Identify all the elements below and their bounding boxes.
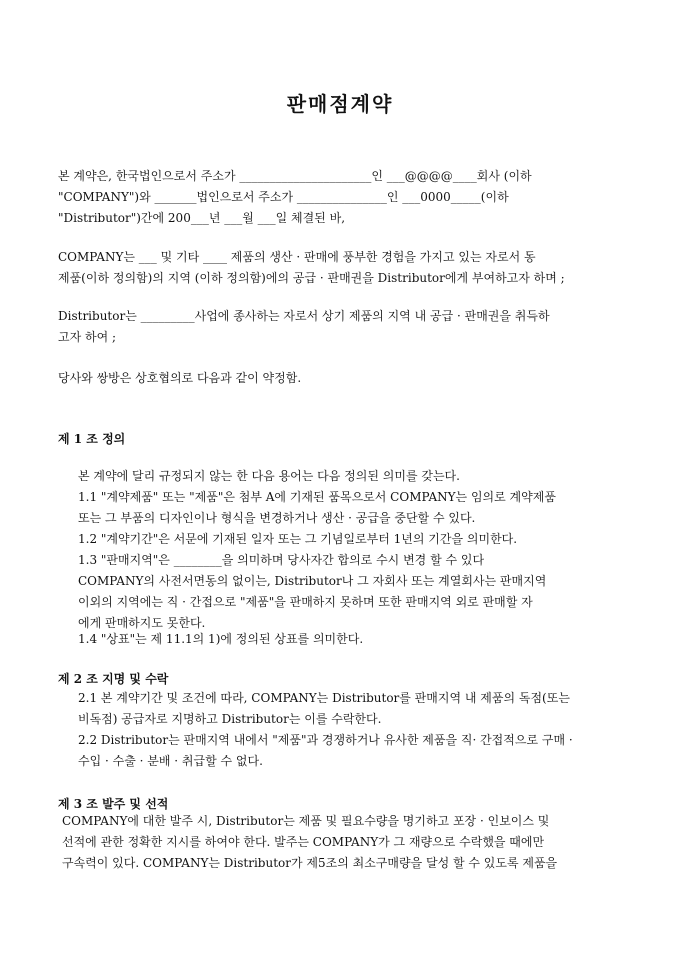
recital-line: 제품(이하 정의함)의 지역 (이하 정의함)에의 공급 · 판매권을 Distributor에게 부여하고자 하며 ; — [58, 271, 565, 285]
recital-line: Distributor는 _________사업에 종사하는 자로서 상기 제품의 지역 내 공급 · 판매권을 취득하 — [58, 309, 550, 323]
item-line: 1.2 "계약기간"은 서문에 기재된 일자 또는 그 기념일로부터 1년의 기간을 의미한다. — [78, 532, 518, 546]
item-line: 비독점) 공급자로 지명하고 Distributor는 이를 수락한다. — [78, 712, 382, 726]
article-3-line: COMPANY에 대한 발주 시, Distributor는 제품 및 필요수량을 명기하고 포장 · 인보이스 및 — [62, 814, 550, 828]
article-1-heading: 제 1 조 정의 — [58, 432, 126, 446]
article-1-item-1-4 — [78, 629, 624, 650]
preamble-line: "COMPANY")와 _______법인으로서 주소가 _______________인 ___0000_____(이하 — [58, 190, 509, 204]
agreement-statement — [58, 368, 624, 389]
item-line: 2.1 본 계약기간 및 조건에 따라, COMPANY는 Distributor를 판매지역 내 제품의 독점(또는 — [78, 691, 570, 705]
preamble-line: "Distributor")간에 200___년 ___월 ___일 체결된 바, — [58, 211, 346, 225]
recital-line: COMPANY는 ___ 및 기타 ____ 제품의 생산 · 판매에 풍부한 경험을 가지고 있는 자로서 동 — [58, 250, 536, 264]
preamble-paragraph — [58, 166, 624, 229]
article-1-item-1-1 — [78, 487, 624, 529]
article-1-intro — [78, 466, 624, 487]
article-3-line: 구속력이 있다. COMPANY는 Distributor가 제5조의 최소구매량을 달성 할 수 있도록 제품을 — [62, 856, 558, 870]
agreement-line: 당사와 쌍방은 상호협의로 다음과 같이 약정함. — [58, 371, 302, 385]
item-line: COMPANY의 사전서면동의 없이는, Distributor나 그 자회사 또는 계열회사는 판매지역 — [78, 574, 547, 588]
article-3-line: 선적에 관한 정확한 지시를 하여야 한다. 발주는 COMPANY가 그 재량으로 수락했을 때에만 — [62, 835, 545, 849]
item-line: 수입 · 수출 · 분배 · 취급할 수 없다. — [78, 754, 263, 768]
item-line: 1.3 "판매지역"은 ________을 의미하며 당사자간 합의로 수시 변경 할 수 있다 — [78, 553, 485, 567]
item-line: 1.4 "상표"는 제 11.1의 1)에 정의된 상표를 의미한다. — [78, 632, 364, 646]
article-1-item-1-2 — [78, 529, 624, 550]
item-line: 이외의 지역에는 직 · 간접으로 "제품"을 판매하지 못하며 또한 판매지역 외로 판매할 자 — [78, 595, 533, 609]
document-title: 판매점계약 — [286, 92, 394, 116]
article-2-heading: 제 2 조 지명 및 수락 — [58, 672, 169, 686]
preamble-line: 본 계약은, 한국법인으로서 주소가 ______________________인 ___@@@@____회사 (이하 — [58, 169, 532, 183]
recital-paragraph-1 — [58, 247, 624, 289]
article-1-item-1-3 — [78, 550, 624, 634]
item-line: 1.1 "계약제품" 또는 "제품"은 첨부 A에 기재된 품목으로서 COMPANY는 임의로 계약제품 — [78, 490, 556, 504]
recital-paragraph-2 — [58, 306, 624, 348]
item-line: 또는 그 부품의 디자인이나 형식을 변경하거나 생산 · 공급을 중단할 수 있다. — [78, 511, 476, 525]
article-3-heading: 제 3 조 발주 및 선적 — [58, 797, 169, 811]
recital-line: 고자 하여 ; — [58, 330, 117, 344]
item-line: 에게 판매하지도 못한다. — [78, 616, 206, 630]
article-1-intro-line: 본 계약에 달리 규정되지 않는 한 다음 용어는 다음 정의된 의미를 갖는다. — [78, 469, 460, 483]
article-2-item-2-1 — [78, 688, 624, 730]
item-line: 2.2 Distributor는 판매지역 내에서 "제품"과 경쟁하거나 유사한 제품을 직· 간접적으로 구매 · — [78, 733, 573, 747]
article-3-body — [62, 811, 624, 874]
article-2-item-2-2 — [78, 730, 624, 772]
